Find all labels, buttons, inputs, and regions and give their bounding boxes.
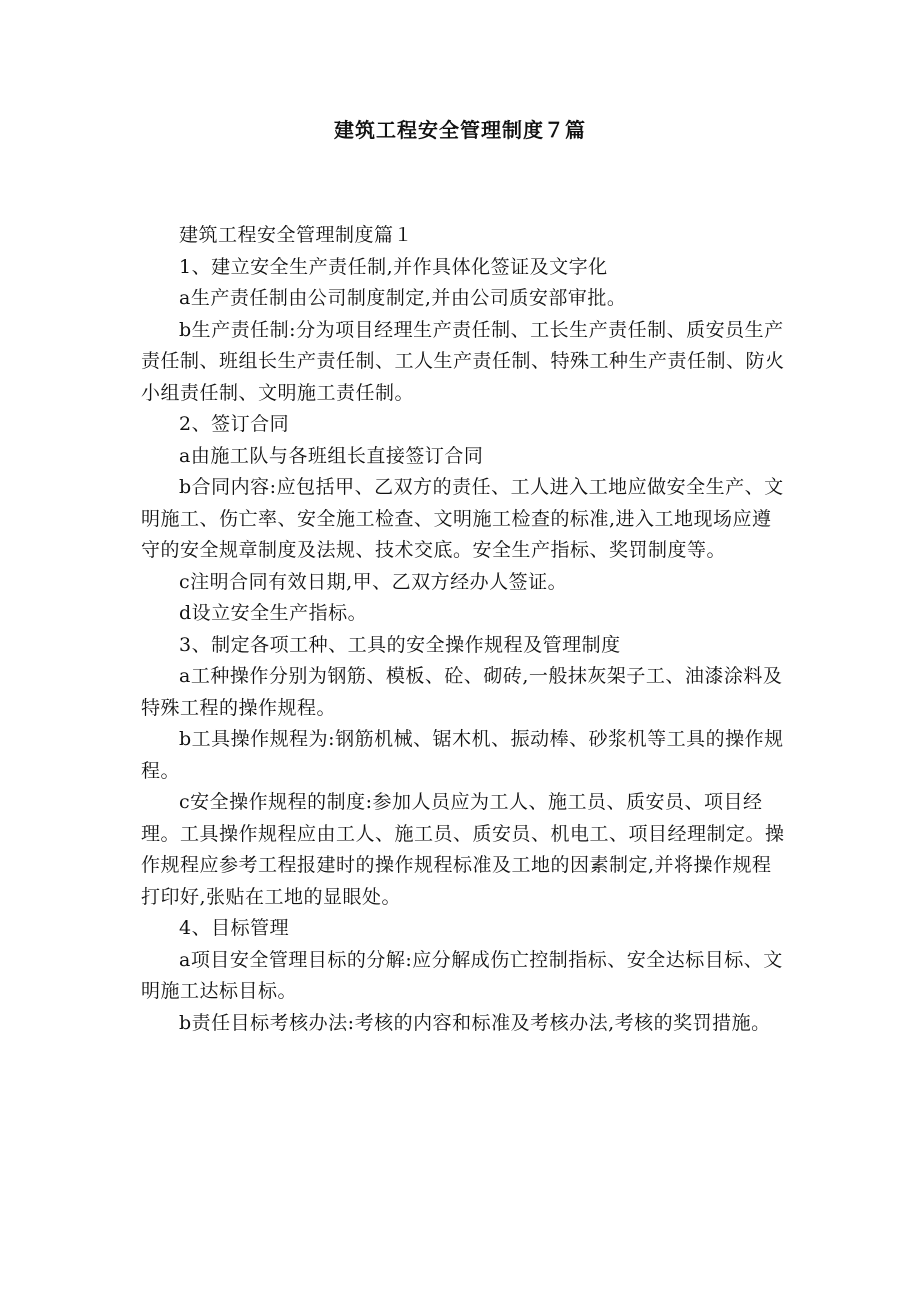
paragraph: c注明合同有效日期,甲、乙双方经办人签证。	[179, 570, 568, 593]
document-body	[141, 220, 787, 1039]
paragraph: b合同内容:应包括甲、乙双方的责任、工人进入工地应做安全生产、文明施工、伤亡率、安全施工检查、文明施工检查的标准,进入工地现场应遵守的安全规章制度及法规、技术交底。安全生产指标、奖罚制度等。	[141, 476, 784, 561]
paragraph: 4、目标管理	[179, 917, 290, 939]
paragraph: a项目安全管理目标的分解:应分解成伤亡控制指标、安全达标目标、文明施工达标目标。	[141, 948, 783, 1002]
paragraph: a由施工队与各班组长直接签订合同	[179, 444, 484, 467]
paragraph: b责任目标考核办法:考核的内容和标准及考核办法,考核的奖罚措施。	[179, 1011, 771, 1034]
paragraph: c安全操作规程的制度:参加人员应为工人、施工员、质安员、项目经理。工具操作规程应由工人、施工员、质安员、机电工、项目经理制定。操作规程应参考工程报建时的操作规程标准及工地的因素制定,并将操作规程打印好,张贴在工地的显眼处。	[141, 791, 785, 908]
section-heading: 建筑工程安全管理制度篇１	[179, 224, 414, 246]
paragraph: 2、签订合同	[179, 413, 290, 435]
paragraph: a生产责任制由公司制度制定,并由公司质安部审批。	[179, 287, 627, 309]
paragraph: 1、建立安全生产责任制,并作具体化签证及文字化	[179, 255, 608, 278]
paragraph: b生产责任制:分为项目经理生产责任制、工长生产责任制、质安员生产责任制、班组长生产责任制、工人生产责任制、特殊工种生产责任制、防火小组责任制、文明施工责任制。	[141, 318, 785, 404]
paragraph: a工种操作分别为钢筋、模板、砼、砌砖,一般抹灰架子工、油漆涂料及特殊工程的操作规程。	[141, 665, 783, 719]
document-title: 建筑工程安全管理制度７篇	[334, 118, 586, 142]
paragraph: d设立安全生产指标。	[179, 602, 368, 624]
paragraph: 3、制定各项工种、工具的安全操作规程及管理制度	[179, 633, 621, 656]
paragraph: b工具操作规程为:钢筋机械、锯木机、振动棒、砂浆机等工具的操作规程。	[141, 728, 784, 782]
